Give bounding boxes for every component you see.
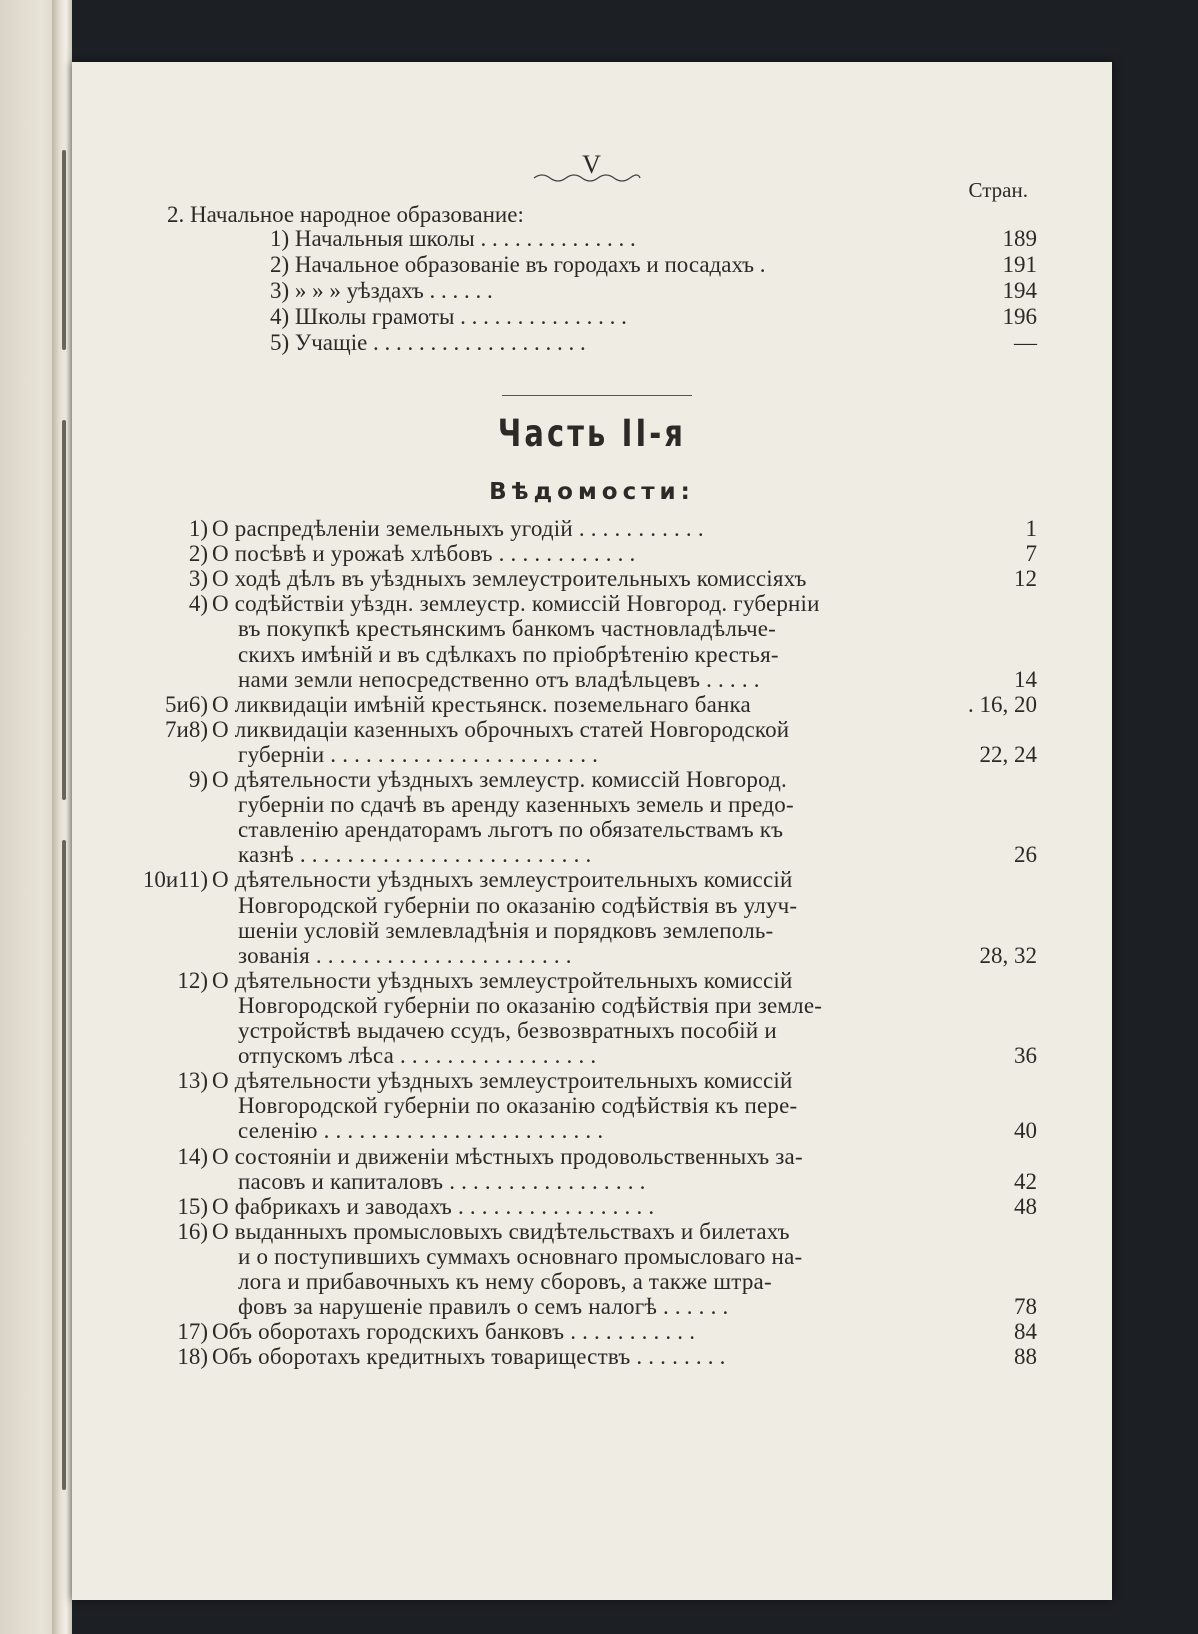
entry-number: 3) xyxy=(188,566,208,592)
item-title: Учащіе xyxy=(294,330,374,355)
item-title: Школы грамоты xyxy=(294,304,461,329)
entry-text-line: О дѣятельности уѣздныхъ землеустроительныхъ комиссій xyxy=(212,867,793,893)
entry-text-line: О выданныхъ промысловыхъ свидѣтельствахъ и билетахъ xyxy=(212,1218,790,1244)
entry-number: 15) xyxy=(177,1193,208,1219)
binding-stitch xyxy=(62,420,66,800)
entry-text-line: казнѣ . . . . . . . . . . . . . . . . . . . . . . . . . xyxy=(238,842,592,868)
item-title: Начальныя школы xyxy=(294,226,481,251)
entry-page: 7 xyxy=(1025,541,1037,567)
entry-text-line: Объ оборотахъ кредитныхъ товариществъ . . . . . . . . xyxy=(212,1344,726,1370)
entry-number: 13) xyxy=(177,1068,208,1094)
entry-text-line: Новгородской губерніи по оказанію содѣйствія въ улуч- xyxy=(238,892,798,918)
item-leader-dots: . . . . . . . . . . . . . . . xyxy=(460,304,627,329)
item-title: Начальное образованіе въ городахъ и посадахъ xyxy=(294,252,760,277)
entry-text-line: О ликвидаціи казенныхъ оброчныхъ статей Новгородской xyxy=(212,716,790,742)
entry-text-line: ставленію арендаторамъ льготъ по обязательствамъ къ xyxy=(238,817,784,843)
entry-page: 88 xyxy=(1014,1344,1037,1370)
entry-number: 14) xyxy=(177,1143,208,1169)
page-column-label: Стран. xyxy=(968,178,1028,202)
entry-text-line: Новгородской губерніи по оказанію содѣйствія при земле- xyxy=(238,992,823,1018)
entry-text-line: пасовъ и капиталовъ . . . . . . . . . . . . . . . . . xyxy=(238,1168,646,1194)
entry-text-line: О посѣвѣ и урожаѣ хлѣбовъ . . . . . . . . . . . . xyxy=(212,541,636,567)
entry-text-line: нами земли непосредственно отъ владѣльцевъ . . . . . xyxy=(238,666,760,692)
entry-page: 40 xyxy=(1014,1118,1037,1144)
part-subheading: Вѣдомости: xyxy=(489,479,695,505)
entry-page: 84 xyxy=(1014,1319,1037,1345)
item-page: 189 xyxy=(1002,226,1037,251)
item-title: » » » уѣздахъ xyxy=(294,278,430,303)
entry-text-line: отпускомъ лѣса . . . . . . . . . . . . . . . . . xyxy=(238,1043,597,1069)
entry-page: 14 xyxy=(1014,666,1037,692)
section2-item xyxy=(270,252,765,278)
entry-page: 26 xyxy=(1014,842,1037,868)
entry-text-line: устройствѣ выдачею ссудъ, безвозвратныхъ пособій и xyxy=(238,1018,777,1043)
entry-text-line: лога и прибавочныхъ къ нему сборовъ, а также штра- xyxy=(238,1269,772,1294)
item-number: 5) xyxy=(270,330,295,355)
divider-rule xyxy=(502,395,692,396)
item-number: 1) xyxy=(270,226,295,251)
entry-number: 12) xyxy=(177,967,208,993)
document-page xyxy=(72,62,1112,1600)
entry-text-line: губерніи по сдачѣ въ аренду казенныхъ земель и предо- xyxy=(238,792,794,818)
section2-item xyxy=(270,330,586,356)
entry-text-line: Объ оборотахъ городскихъ банковъ . . . . . . . . . . . xyxy=(212,1319,696,1345)
item-leader-dots: . . . . . . xyxy=(429,278,493,303)
part-heading: Часть II-я xyxy=(497,412,687,455)
entry-text-line: О дѣятельности уѣздныхъ землеустроительныхъ комиссій xyxy=(212,1068,793,1094)
entry-text-line: скихъ имѣній и въ сдѣлкахъ по пріобрѣтенію крестья- xyxy=(238,641,779,667)
entry-text-line: О дѣятельности уѣздныхъ землеустройтельныхъ комиссій xyxy=(212,967,793,993)
entry-text-line: О содѣйствіи уѣздн. землеустр. комиссій Новгород. губерніи xyxy=(212,591,820,617)
entry-number: 1) xyxy=(188,516,208,541)
item-number: 3) xyxy=(270,278,295,303)
ornament-divider xyxy=(532,164,642,184)
entry-text-line: губерніи . . . . . . . . . . . . . . . . . . . . . . . xyxy=(238,741,599,767)
entry-number: 18) xyxy=(177,1344,208,1370)
entry-text-line: фовъ за нарушеніе правилъ о семъ налогѣ . . . . . . xyxy=(238,1294,729,1320)
section2-item xyxy=(270,226,636,252)
entry-text-line: и о поступившихъ суммахъ основнаго промысловаго на- xyxy=(238,1243,803,1269)
item-number: 2) xyxy=(270,252,295,277)
entry-text-line: селенію . . . . . . . . . . . . . . . . . . . . . . . . xyxy=(238,1118,604,1144)
entry-number: 5и6) xyxy=(165,691,208,717)
entry-number: 4) xyxy=(188,591,208,617)
entry-page: 1 xyxy=(1025,516,1037,541)
entry-page: 28, 32 xyxy=(979,942,1037,968)
entry-text-line: О распредѣленіи земельныхъ угодій . . . . . . . . . . . xyxy=(212,516,704,541)
item-number: 4) xyxy=(270,304,295,329)
binding-stitch xyxy=(62,150,66,350)
entry-page: 42 xyxy=(1014,1168,1037,1194)
entry-text-line: зованія . . . . . . . . . . . . . . . . . . . . . . xyxy=(238,942,572,968)
binding-stitch xyxy=(62,840,66,1490)
item-page: 194 xyxy=(1002,278,1037,303)
entry-text-line: Новгородской губерніи по оказанію содѣйствія къ пере- xyxy=(238,1093,798,1119)
entry-number: 16) xyxy=(177,1218,208,1244)
entry-text-line: О дѣятельности уѣздныхъ землеустр. комиссій Новгород. xyxy=(212,767,787,792)
entry-page: 48 xyxy=(1014,1193,1037,1219)
entry-page: 12 xyxy=(1014,566,1037,592)
section2-item xyxy=(270,304,627,330)
entry-number: 7и8) xyxy=(165,716,208,742)
item-leader-dots: . . . . . . . . . . . . . . . . . . . xyxy=(373,330,586,355)
item-page: — xyxy=(1014,330,1037,355)
entry-text-line: въ покупкѣ крестьянскимъ банкомъ частновладѣльче- xyxy=(238,616,777,642)
entry-text-line: О состояніи и движеніи мѣстныхъ продовольственныхъ за- xyxy=(212,1143,803,1169)
entry-number: 17) xyxy=(177,1319,208,1345)
item-leader-dots: . . . . . . . . . . . . . . xyxy=(480,226,636,251)
entry-page: . 16, 20 xyxy=(968,691,1037,717)
entry-text-line: О фабрикахъ и заводахъ . . . . . . . . . . . . . . . . . xyxy=(212,1193,655,1219)
item-page: 191 xyxy=(1002,252,1037,277)
section2-item xyxy=(270,278,493,304)
entry-text-line: О ликвидаціи имѣній крестьянск. поземельнаго банка xyxy=(212,691,751,717)
item-page: 196 xyxy=(1002,304,1037,329)
entry-text-line: О ходѣ дѣлъ въ уѣздныхъ землеустроительныхъ комиссіяхъ xyxy=(212,566,807,592)
entry-number: 10и11) xyxy=(142,867,208,893)
item-leader-dots: . xyxy=(759,252,766,277)
section-title: 2. Начальное народное образование: xyxy=(167,202,524,227)
page-number: V xyxy=(582,150,602,179)
entry-page: 36 xyxy=(1014,1043,1037,1069)
entry-number: 9) xyxy=(188,767,208,792)
entry-page: 22, 24 xyxy=(979,741,1037,767)
entry-page: 78 xyxy=(1014,1294,1037,1320)
entry-number: 2) xyxy=(188,541,208,567)
entry-text-line: шеніи условій землевладѣнія и порядковъ землеполь- xyxy=(238,917,774,943)
